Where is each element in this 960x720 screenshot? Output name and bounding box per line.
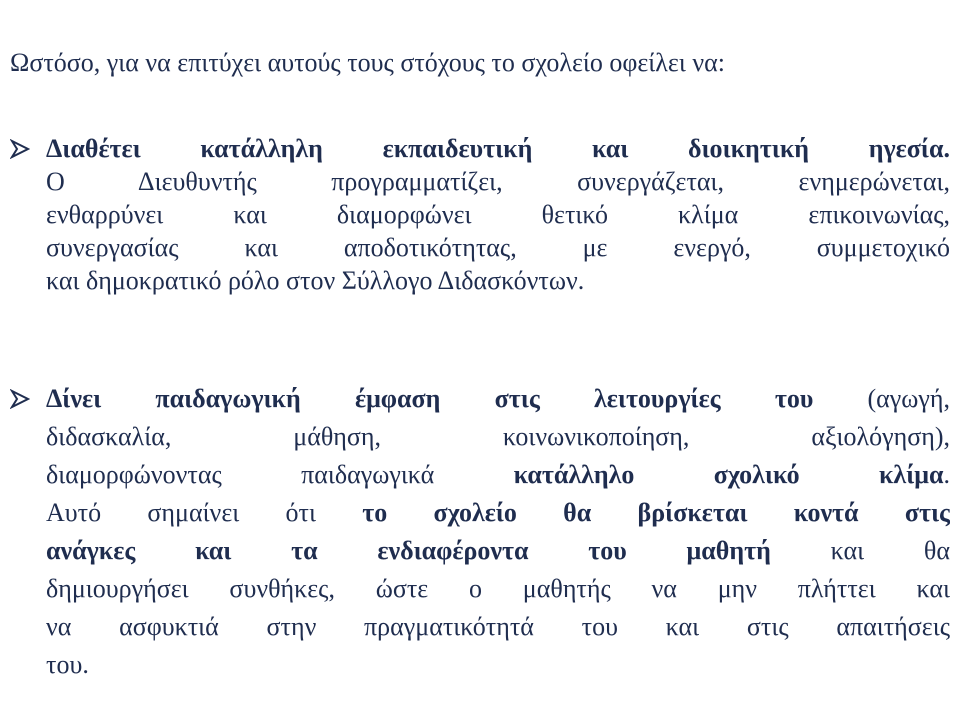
text-line bbox=[46, 380, 950, 418]
bold-text: Δίνει παιδαγωγική έμφαση στις λειτουργίες του bbox=[46, 384, 814, 413]
text-run: ενθαρρύνει και διαμορφώνει θετικό κλίμα επικοινωνίας, bbox=[46, 200, 950, 229]
text-line bbox=[46, 456, 950, 494]
text-line bbox=[46, 608, 950, 646]
text-run: διαμορφώνοντας παιδαγωγικά bbox=[46, 460, 514, 489]
text-line bbox=[46, 264, 950, 297]
text-line bbox=[46, 231, 950, 264]
bold-text: ανάγκες και τα ενδιαφέροντα του μαθητή bbox=[46, 536, 771, 565]
bold-text: Διαθέτει κατάλληλη εκπαιδευτική και διοικητική ηγεσία. bbox=[46, 134, 950, 163]
text-run: . bbox=[943, 460, 950, 489]
text-run: διδασκαλία, μάθηση, κοινωνικοποίηση, αξιολόγηση), bbox=[46, 422, 950, 451]
text-line bbox=[46, 646, 950, 684]
text-line bbox=[46, 494, 950, 532]
arrow-bullet-icon bbox=[10, 380, 40, 409]
text-run: συνεργασίας και αποδοτικότητας, με ενεργό, συμμετοχικό bbox=[46, 233, 950, 262]
text-run: δημιουργήσει συνθήκες, ώστε ο μαθητής να μην πλήττει και bbox=[46, 574, 950, 603]
text-run: (αγωγή, bbox=[813, 384, 950, 413]
text-line bbox=[46, 570, 950, 608]
text-run: και θα bbox=[770, 536, 950, 565]
bullet-item-pedagogy bbox=[10, 380, 950, 684]
text-run: Αυτό σημαίνει ότι bbox=[46, 498, 363, 527]
text-line bbox=[46, 198, 950, 231]
arrow-bullet-icon bbox=[10, 132, 40, 159]
bold-text: κατάλληλο σχολικό κλίμα bbox=[513, 460, 944, 489]
bullet-text bbox=[46, 132, 950, 297]
text-line bbox=[46, 418, 950, 456]
text-run: του. bbox=[46, 650, 89, 679]
bullet-item-leadership bbox=[10, 132, 950, 297]
intro-text: Ωστόσο, για να επιτύχει αυτούς τους στόχους το σχολείο οφείλει να: bbox=[10, 48, 725, 77]
bold-text: το σχολείο θα βρίσκεται κοντά στις bbox=[362, 498, 950, 527]
text-line bbox=[46, 532, 950, 570]
text-run: Ο Διευθυντής προγραμματίζει, συνεργάζεται, ενημερώνεται, bbox=[46, 167, 950, 196]
text-line bbox=[46, 165, 950, 198]
text-run: να ασφυκτιά στην πραγματικότητά του και στις απαιτήσεις bbox=[46, 612, 950, 641]
text-run: και δημοκρατικό ρόλο στον Σύλλογο Διδασκόντων. bbox=[46, 266, 585, 295]
bullet-text bbox=[46, 380, 950, 684]
text-line bbox=[46, 132, 950, 165]
